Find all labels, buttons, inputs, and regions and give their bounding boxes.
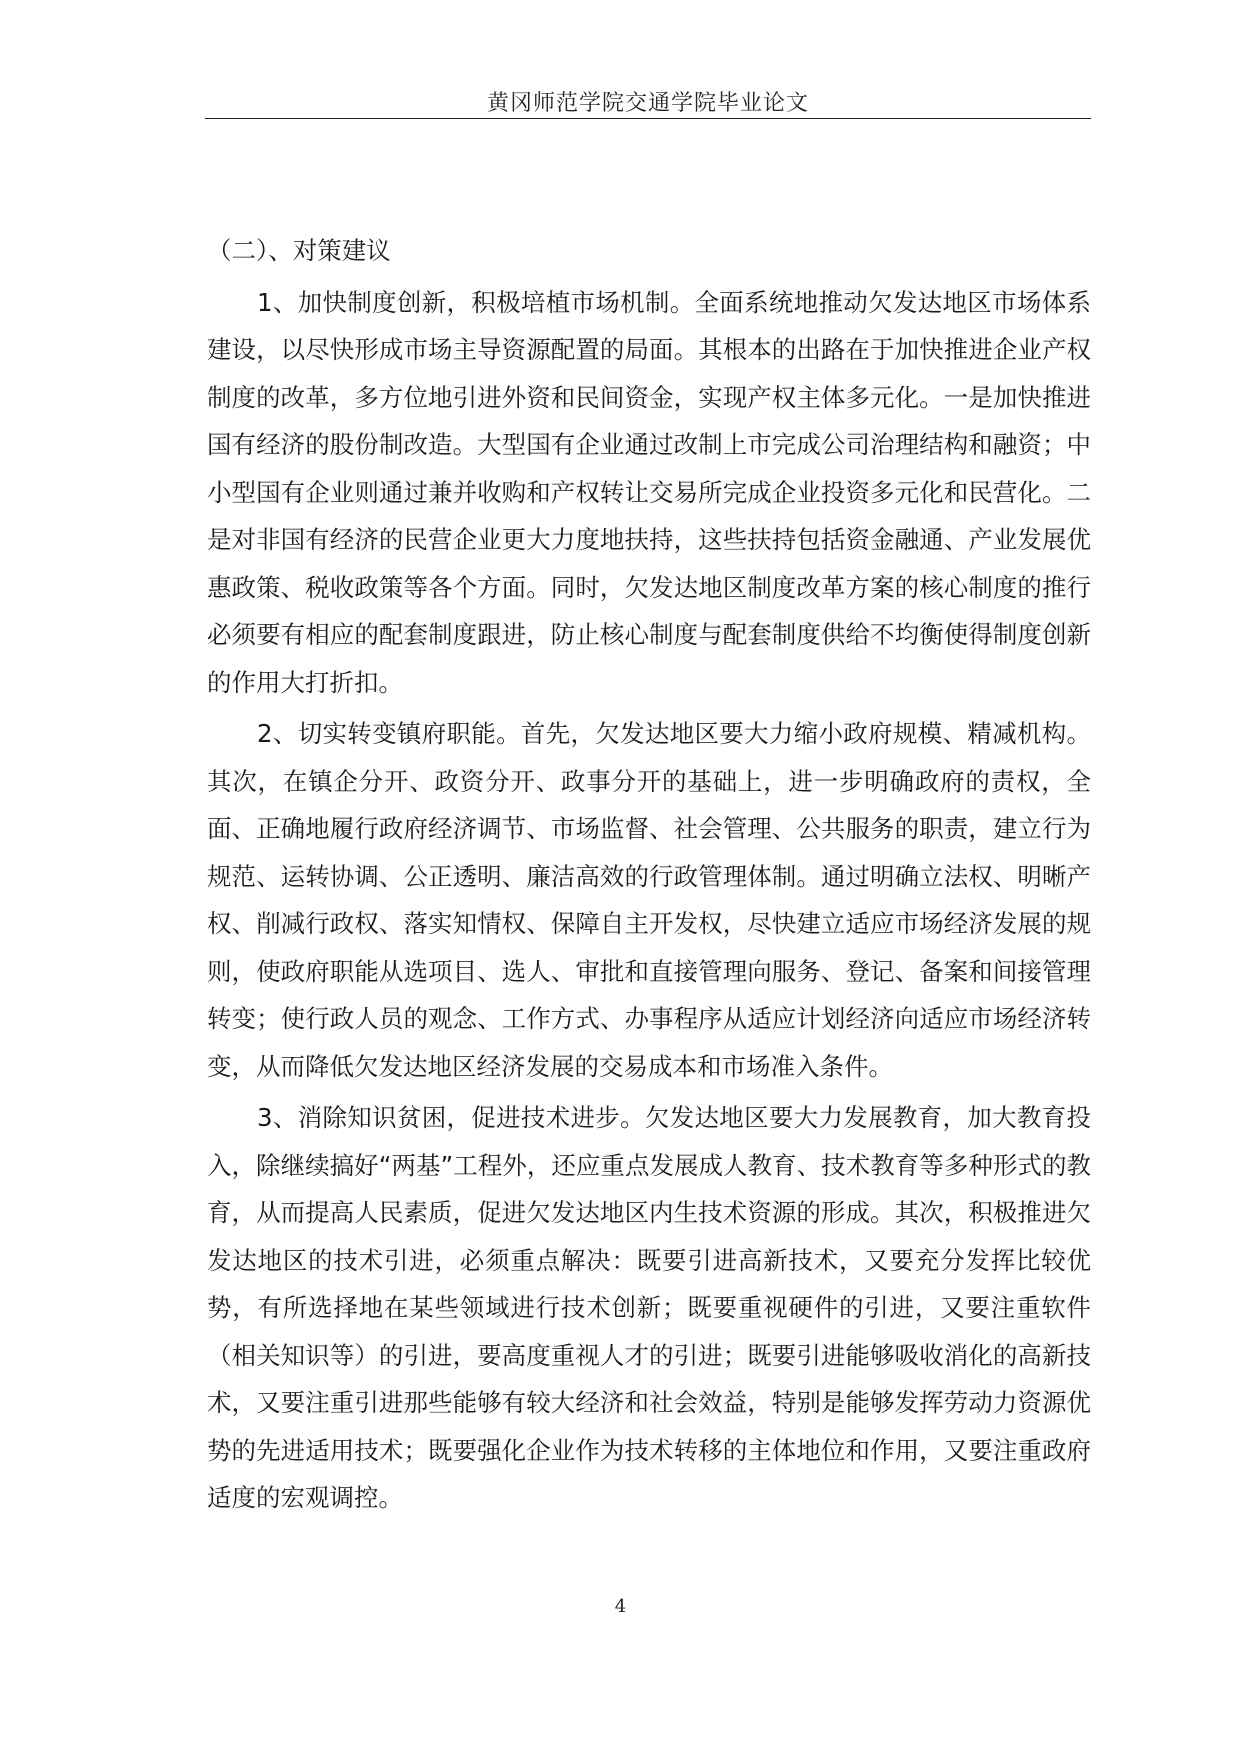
header-rule (205, 118, 1091, 119)
paragraph-government-functions: 2、切实转变镇府职能。首先，欠发达地区要大力缩小政府规模、精减机构。其次，在镇企分开、政资分开、政事分开的基础上，进一步明确政府的责权，全面、正确地履行政府经济调节、市场监督、社会管理、公共服务的职责，建立行为规范、运转协调、公正透明、廉洁高效的行政管理体制。通过明确立法权、明晰产权、削减行政权、落实知情权、保障自主开发权，尽快建立适应市场经济发展的规则，使政府职能从选项目、选人、审批和直接管理向服务、登记、备案和间接管理转变；使行政人员的观念、工作方式、办事程序从适应计划经济向适应市场经济转变，从而降低欠发达地区经济发展的交易成本和市场准入条件。 (207, 719, 1091, 1081)
paragraph-institutional-innovation: 1、加快制度创新，积极培植市场机制。全面系统地推动欠发达地区市场体系建设，以尽快形成市场主导资源配置的局面。其根本的出路在于加快推进企业产权制度的改革，多方位地引进外资和民间资金，实现产权主体多元化。一是加快推进国有经济的股份制改造。大型国有企业通过改制上市完成公司治理结构和融资；中小型国有企业则通过兼并收购和产权转让交易所完成企业投资多元化和民营化。二是对非国有经济的民营企业更大力度地扶持，这些扶持包括资金融通、产业发展优惠政策、税收政策等各个方面。同时，欠发达地区制度改革方案的核心制度的推行必须要有相应的配套制度跟进，防止核心制度与配套制度供给不均衡使得制度创新的作用大打折扣。 (207, 287, 1091, 697)
running-header: 黄冈师范学院交通学院毕业论文 (486, 91, 809, 116)
document-body (207, 227, 1091, 1526)
section-heading: （二）、对策建议 (207, 236, 391, 265)
page-number: 4 (614, 1596, 627, 1617)
paragraph-knowledge-technology: 3、消除知识贫困，促进技术进步。欠发达地区要大力发展教育，加大教育投入，除继续搞好“两基”工程外，还应重点发展成人教育、技术教育等多种形式的教育，从而提高人民素质，促进欠发达地区内生技术资源的形成。其次，积极推进欠发达地区的技术引进，必须重点解决：既要引进高新技术，又要充分发挥比较优势，有所选择地在某些领域进行技术创新；既要重视硬件的引进，又要注重软件（相关知识等）的引进，要高度重视人才的引进；既要引进能够吸收消化的高新技术，又要注重引进那些能够有较大经济和社会效益，特别是能够发挥劳动力资源优势的先进适用技术；既要强化企业作为技术转移的主体地位和作用，又要注重政府适度的宏观调控。 (207, 1103, 1091, 1512)
